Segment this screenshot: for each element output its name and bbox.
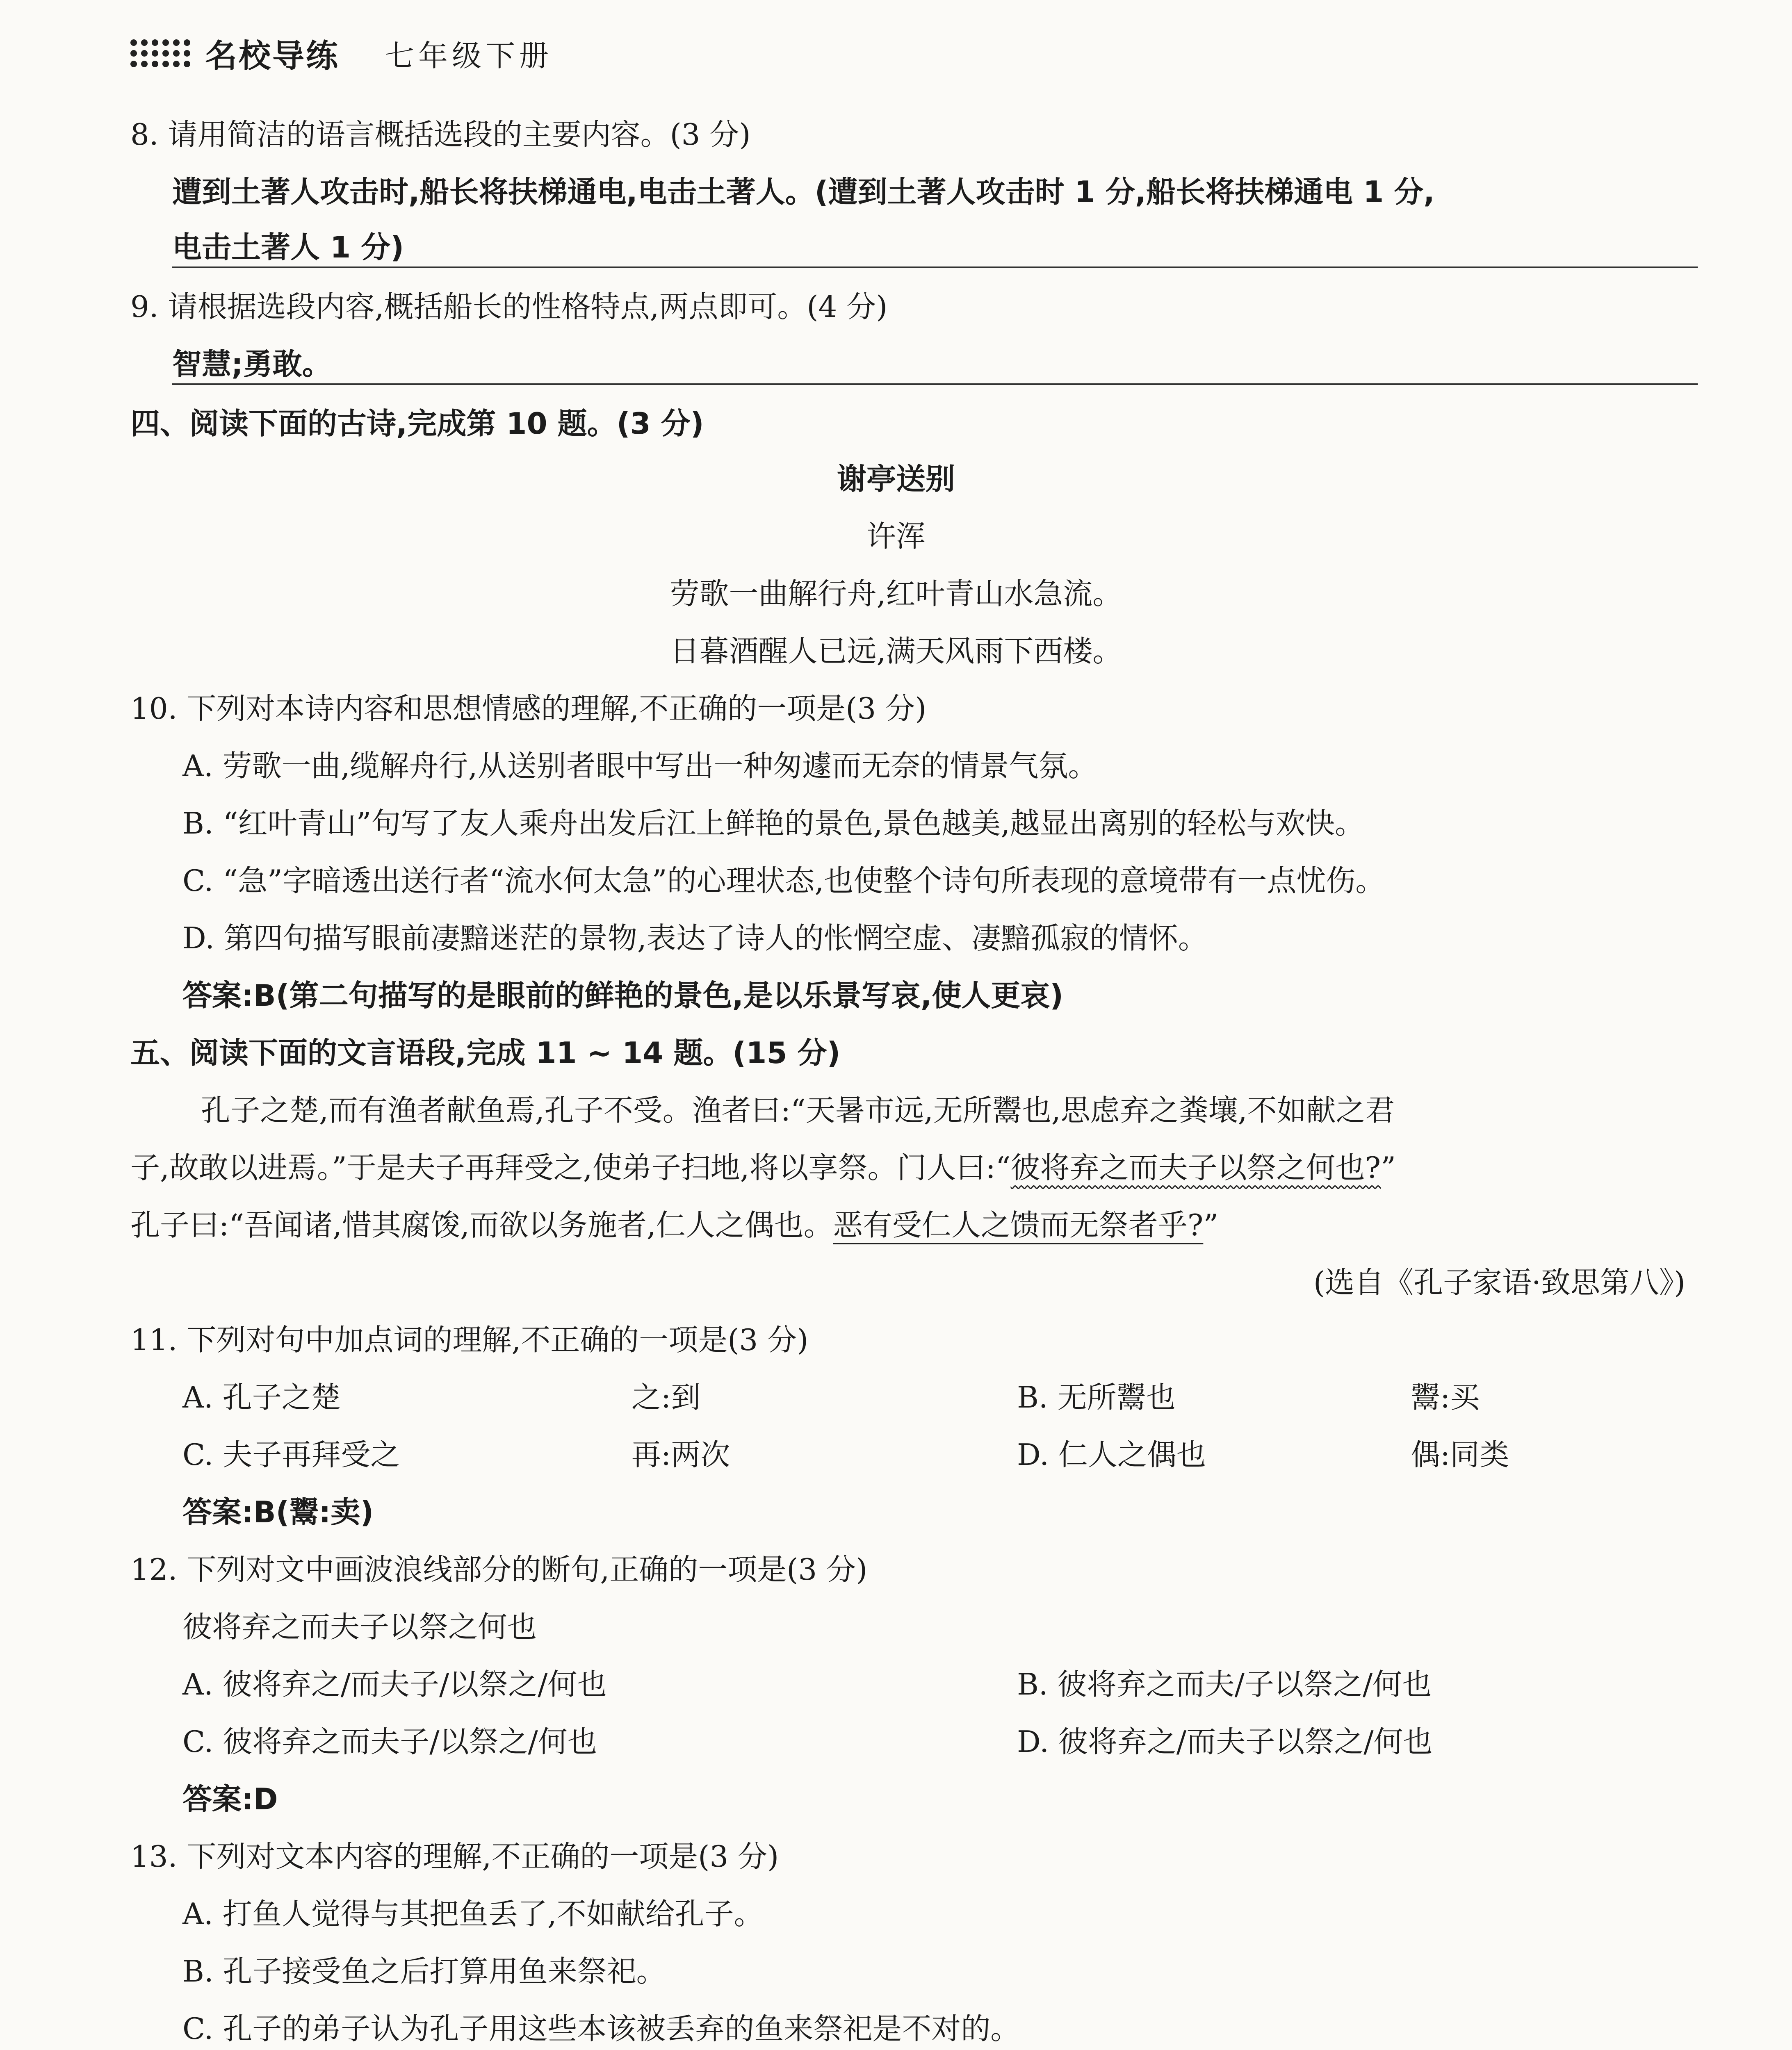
answer-rule [172,266,1698,268]
classical-para-line2 [130,1144,1396,1187]
classical-para-line3 [130,1201,1218,1244]
answer-9: 智慧;勇敢。 [172,347,332,381]
question-11: 11. 下列对句中加点词的理解,不正确的一项是(3 分) [130,1323,809,1357]
option-11-a-meaning: 之:到 [632,1380,701,1414]
source-citation: (选自《孔子家语·致思第八》) [1313,1265,1685,1300]
brand-title: 名校导练 [205,38,340,75]
grade-label: 七年级下册 [385,39,553,73]
question-12: 12. 下列对文中画波浪线部分的断句,正确的一项是(3 分) [130,1552,868,1587]
option-13-a: A. 打鱼人觉得与其把鱼丢了,不如献给孔子。 [182,1897,764,1931]
option-11-b: B. 无所鬻也 [1017,1380,1176,1414]
poem-line-2: 日暮酒醒人已远,满天风雨下西楼。 [670,634,1122,668]
para-line2-text: 子,故敢以进焉。”于是夫子再拜受之,使弟子扫地,将以享祭。门人曰:“ [130,1150,1011,1185]
answer-10: 答案:B(第二句描写的是眼前的鲜艳的景色,是以乐景写哀,使人更哀) [182,978,1064,1013]
answer-12: 答案:D [182,1782,278,1816]
option-11-b-meaning: 鬻:买 [1411,1380,1480,1414]
answer-rule [172,383,1698,385]
option-10-b: B. “红叶青山”句写了友人乘舟出发后江上鲜艳的景色,景色越美,越显出离别的轻松与欢快。 [182,806,1365,840]
option-12-b: B. 彼将弃之而夫/子以祭之/何也 [1017,1667,1432,1702]
option-11-d-meaning: 偶:同类 [1411,1437,1509,1472]
section-5-heading: 五、阅读下面的文言语段,完成 11 ~ 14 题。(15 分) [130,1036,841,1070]
answer-8-line1: 遭到土著人攻击时,船长将扶梯通电,电击土著人。(遭到土著人攻击时 1 分,船长将扶梯通电 1 分, [172,175,1435,209]
option-12-a: A. 彼将弃之/而夫子/以祭之/何也 [182,1667,607,1702]
wavy-underlined-sentence: 彼将弃之而夫子以祭之何也? [1010,1150,1381,1185]
poem-author: 许浑 [866,519,926,554]
dots-icon [130,39,190,67]
option-13-b: B. 孔子接受鱼之后打算用鱼来祭祀。 [182,1954,666,1988]
question-8: 8. 请用简洁的语言概括选段的主要内容。(3 分) [130,117,751,152]
question-13: 13. 下列对文本内容的理解,不正确的一项是(3 分) [130,1839,779,1874]
answer-8-line2: 电击土著人 1 分) [172,230,404,264]
question-12-sentence: 彼将弃之而夫子以祭之何也 [182,1610,537,1644]
classical-para-line1: 孔子之楚,而有渔者献鱼焉,孔子不受。渔者曰:“天暑市远,无所鬻也,思虑弃之粪壤,不如献之君 [201,1093,1395,1128]
option-10-a: A. 劳歌一曲,缆解舟行,从送别者眼中写出一种匆遽而无奈的情景气氛。 [182,749,1098,783]
option-12-d: D. 彼将弃之/而夫子以祭之/何也 [1017,1724,1433,1759]
option-13-c: C. 孔子的弟子认为孔子用这些本该被丢弃的鱼来祭祀是不对的。 [182,2011,1020,2046]
section-4-heading: 四、阅读下面的古诗,完成第 10 题。(3 分) [130,406,704,441]
question-9: 9. 请根据选段内容,概括船长的性格特点,两点即可。(4 分) [130,289,888,324]
underlined-sentence: 恶有受仁人之馈而无祭者乎? [833,1208,1204,1242]
poem-title: 谢亭送别 [837,462,955,496]
option-11-d: D. 仁人之偶也 [1017,1437,1206,1472]
option-10-c: C. “急”字暗透出送行者“流水何太急”的心理状态,也使整个诗句所表现的意境带有一点忧伤。 [182,863,1385,898]
answer-11: 答案:B(鬻:卖) [182,1495,374,1529]
option-11-c: C. 夫子再拜受之 [182,1437,400,1472]
option-12-c: C. 彼将弃之而夫子/以祭之/何也 [182,1724,597,1759]
option-10-d: D. 第四句描写眼前凄黯迷茫的景物,表达了诗人的怅惘空虚、凄黯孤寂的情怀。 [182,921,1208,955]
para-line3-text: 孔子曰:“吾闻诸,惜其腐馂,而欲以务施者,仁人之偶也。 [130,1208,833,1242]
page-header [130,25,553,82]
option-11-a: A. 孔子之楚 [182,1380,341,1414]
option-11-c-meaning: 再:两次 [632,1437,730,1472]
para-line3-close: ” [1203,1208,1219,1242]
poem-line-1: 劳歌一曲解行舟,红叶青山水急流。 [670,576,1122,611]
para-line2-close: ” [1381,1150,1396,1185]
question-10: 10. 下列对本诗内容和思想情感的理解,不正确的一项是(3 分) [130,691,927,726]
